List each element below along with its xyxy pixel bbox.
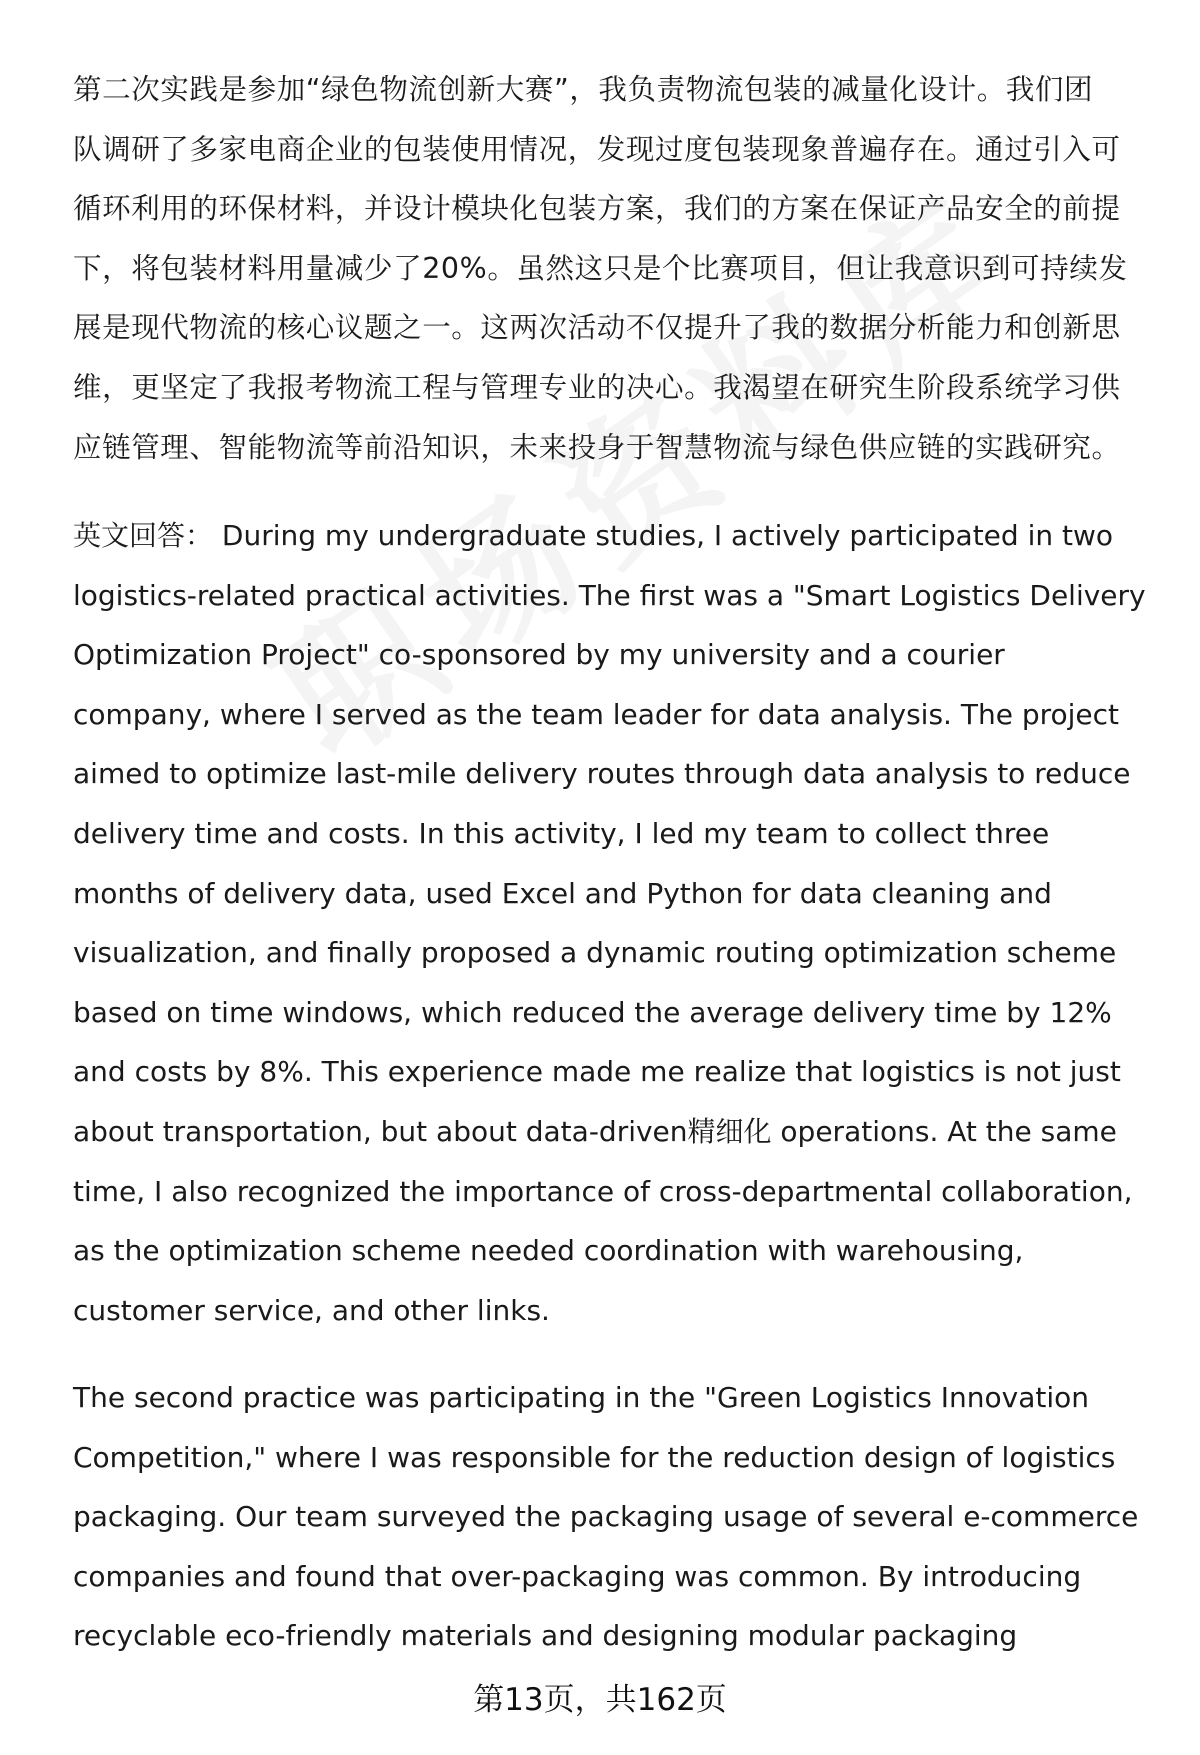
text-line: Optimization Project" co-sponsored by my university and a courier [73, 638, 1005, 672]
text-line: time, I also recognized the importance of cross-departmental collaboration, [73, 1174, 1133, 1208]
page-number-footer: 第13页，共162页 [473, 1682, 727, 1718]
paragraph-chinese [73, 60, 1153, 477]
text-line: Competition," where I was responsible for the reduction design of logistics [73, 1440, 1116, 1474]
text-line: logistics-related practical activities. The first was a "Smart Logistics Delivery [73, 578, 1146, 612]
text-line: 队调研了多家电商企业的包装使用情况，发现过度包装现象普遍存在。通过引入可 [73, 132, 1121, 166]
text-line: company, where I served as the team leader for data analysis. The project [73, 697, 1120, 731]
text-line: delivery time and costs. In this activity, I led my team to collect three [73, 816, 1050, 850]
text-line: packaging. Our team surveyed the packaging usage of several e-commerce [73, 1500, 1139, 1534]
text-line: aimed to optimize last-mile delivery routes through data analysis to reduce [73, 757, 1131, 791]
text-line: 循环利用的环保材料，并设计模块化包装方案，我们的方案在保证产品安全的前提 [73, 192, 1121, 226]
text-line: The second practice was participating in the "Green Logistics Innovation [73, 1381, 1089, 1414]
text-line: visualization, and finally proposed a dynamic routing optimization scheme [73, 936, 1117, 970]
text-line: months of delivery data, used Excel and Python for data cleaning and [73, 876, 1052, 910]
text-line: based on time windows, which reduced the average delivery time by 12% [73, 995, 1112, 1029]
text-line: 英文回答： During my undergraduate studies, I actively participated in two [73, 519, 1114, 552]
text-line: 下，将包装材料用量减少了20%。虽然这只是个比赛项目，但让我意识到可持续发 [73, 251, 1128, 285]
text-line: 维，更坚定了我报考物流工程与管理专业的决心。我渴望在研究生阶段系统学习供 [73, 370, 1121, 404]
text-line: 第二次实践是参加“绿色物流创新大赛”，我负责物流包装的减量化设计。我们团 [73, 73, 1094, 106]
text-line: customer service, and other links. [73, 1293, 550, 1327]
text-line: companies and found that over-packaging was common. By introducing [73, 1559, 1082, 1593]
paragraph-english-answer [73, 506, 1153, 1340]
paragraph-english-second [73, 1368, 1153, 1666]
text-line: 展是现代物流的核心议题之一。这两次活动不仅提升了我的数据分析能力和创新思 [73, 311, 1121, 345]
text-line: 应链管理、智能物流等前沿知识，未来投身于智慧物流与绿色供应链的实践研究。 [73, 430, 1121, 464]
text-line: and costs by 8%. This experience made me realize that logistics is not just [73, 1055, 1121, 1089]
text-line: recyclable eco-friendly materials and designing modular packaging [73, 1619, 1018, 1653]
text-line: about transportation, but about data-driven精细化 operations. At the same [73, 1114, 1117, 1148]
text-line: as the optimization scheme needed coordination with warehousing, [73, 1234, 1024, 1268]
